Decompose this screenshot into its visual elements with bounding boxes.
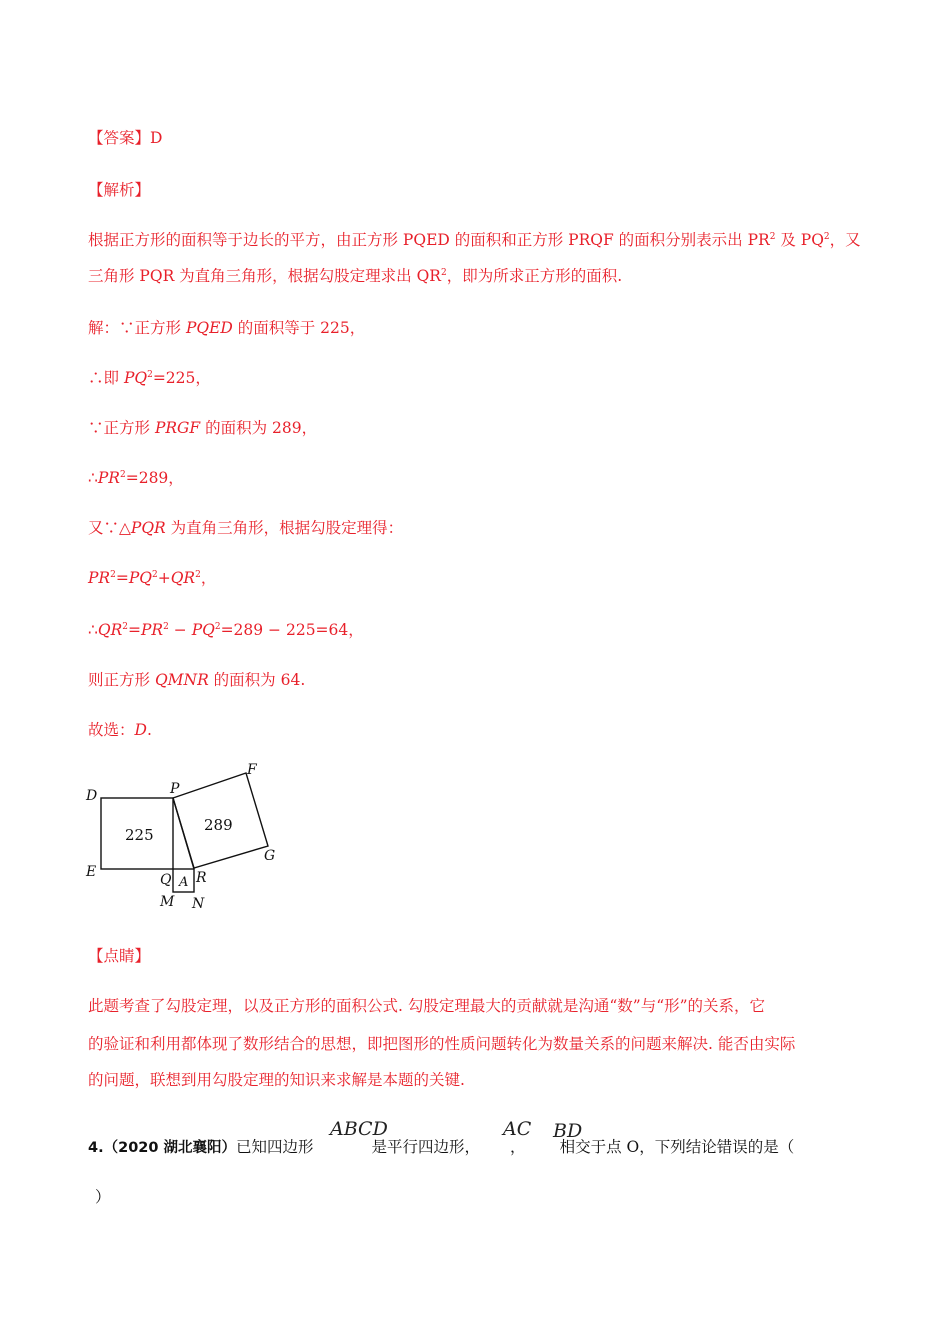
label-m: M [160,894,175,910]
label-a: A [179,875,189,890]
question-4-line-2: ） [95,1188,111,1206]
question-number: 4. [88,1140,104,1156]
pythagoras-figure [80,760,300,910]
label-q: Q [160,872,172,888]
answer-label: 【答案】 [88,129,151,147]
label-p: P [170,781,180,797]
solution-step-8: 则正方形 QMNR 的面积为 64. [88,671,306,689]
solution-step-5: 又∵△PQR 为直角三角形，根据勾股定理得： [88,519,404,537]
area-right-label: 289 [204,816,233,834]
label-g: G [264,848,276,864]
question-4-line-1: 4.（2020 湖北襄阳）已知四边形 是平行四边形， ， 相交于点 O，下列结论错误的是（ [88,1138,795,1156]
solution-step-2: ∴即 $PQ^2=225$， [88,369,211,387]
solution-step-7: $\therefore QR^2=PR^2 - PQ^2=289 - 225=64$， [88,621,364,639]
solution-step-9: 故选：D. [88,721,152,739]
label-f: F [247,762,257,778]
analysis-line-1: 根据正方形的面积等于边长的平方，由正方形 PQED 的面积和正方形 PRQF 的面积分别表示出 $PR^2$ 及 $PQ^2$，又 [88,231,861,249]
math-ac: AC [503,1118,532,1140]
comment-line-1: 此题考查了勾股定理，以及正方形的面积公式. 勾股定理最大的贡献就是沟通“数”与“形”的关系，它 [88,997,766,1015]
comment-label: 【点睛】 [88,947,151,965]
label-d: D [86,788,98,804]
comment-line-2: 的验证和利用都体现了数形结合的思想，即把图形的性质问题转化为数量关系的问题来解决. 能否由实际 [88,1035,796,1053]
answer-value: D [150,129,163,147]
answer-line [88,128,162,148]
solution-step-3: ∵正方形 PRGF 的面积为 289， [88,419,318,437]
area-left-label: 225 [125,826,154,844]
label-e: E [86,864,97,880]
math-abcd: ABCD [330,1118,388,1140]
solution-step-4: $\therefore PR^2=289$， [88,469,184,487]
question-source: （2020 湖北襄阳） [103,1140,237,1156]
analysis-label: 【解析】 [88,181,151,199]
segment-pr [173,798,194,869]
comment-line-3: 的问题，联想到用勾股定理的知识来求解是本题的关键. [88,1071,465,1089]
solution-step-1: 解：∵正方形 PQED 的面积等于 225， [88,319,366,337]
label-r: R [196,870,207,886]
math-bd: BD [553,1120,583,1142]
label-n: N [192,896,205,910]
analysis-line-2: 三角形 PQR 为直角三角形，根据勾股定理求出 $QR^2$，即为所求正方形的面积. [88,267,623,285]
solution-step-6: $PR^2=PQ^2+QR^2$， [88,569,217,587]
